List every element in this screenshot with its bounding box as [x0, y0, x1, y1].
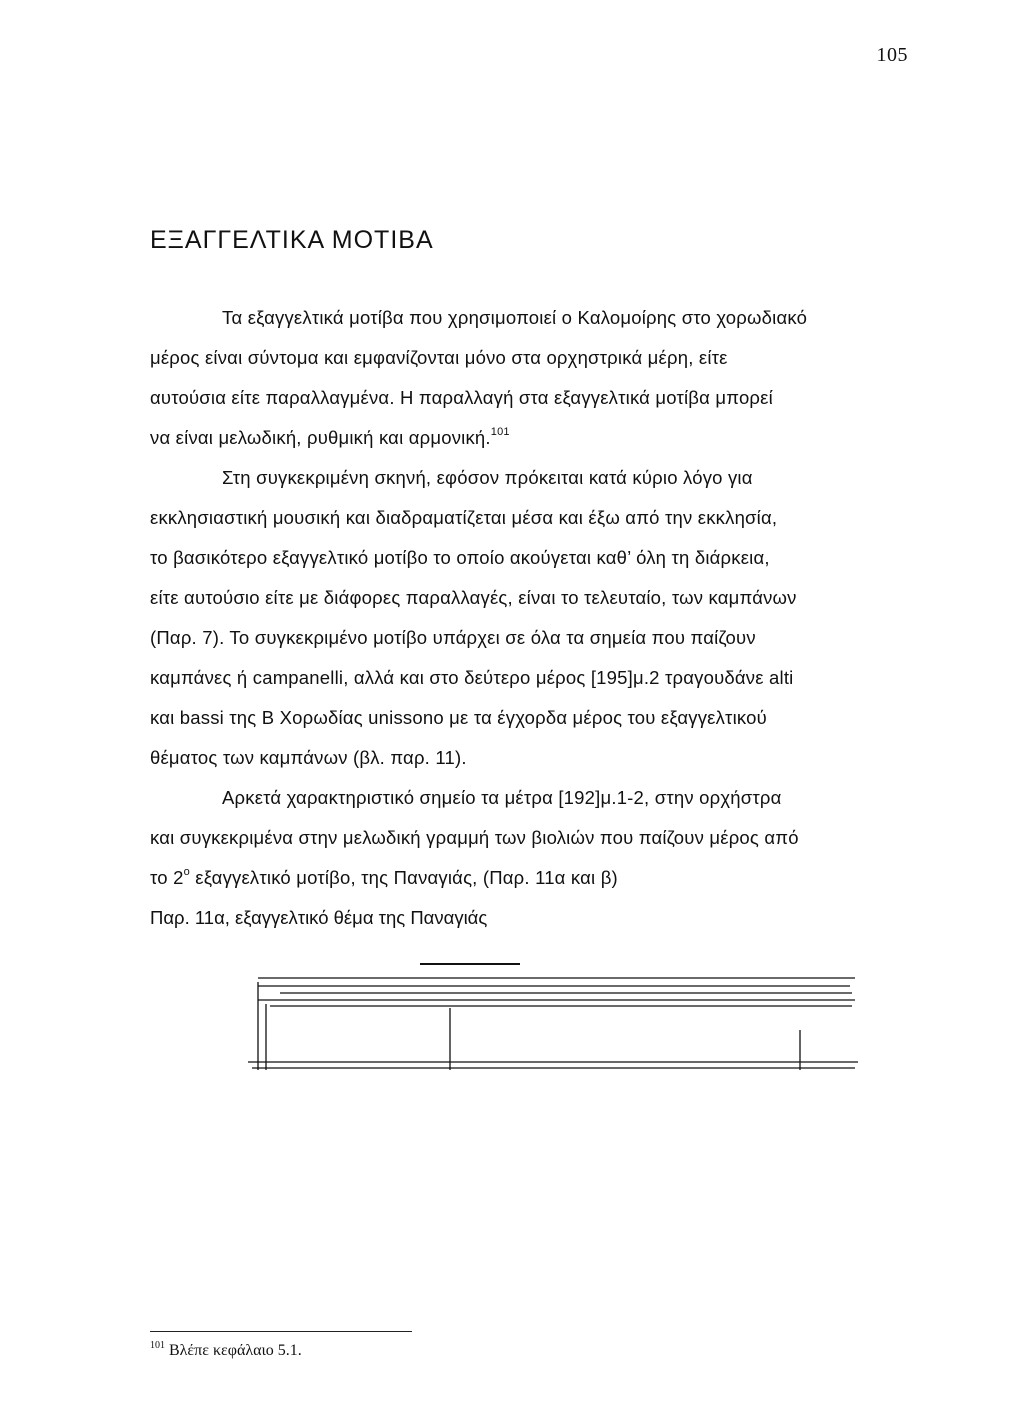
footnote-divider [150, 1331, 412, 1332]
paragraph-2-line: Στη συγκεκριμένη σκηνή, εφόσον πρόκειται κατά κύριο λόγο για [222, 467, 753, 488]
paragraph-3-line: και συγκεκριμένα στην μελωδική γραμμή των βιολιών που παίζουν μέρος από [150, 827, 799, 848]
paragraph-2-line: το βασικότερο εξαγγελτικό μοτίβο το οποίο ακούγεται καθ’ όλη τη διάρκεια, [150, 547, 770, 568]
section-title: ΕΞΑΓΓΕΛΤΙΚΑ ΜΟΤΙΒΑ [150, 226, 434, 254]
paragraph-2-line: και bassi της Β Χορωδίας unissono με τα έγχορδα μέρος του εξαγγελτικού [150, 707, 767, 728]
footnote-number: 101 [150, 1340, 165, 1351]
paragraph-1-line: να είναι μελωδική, ρυθμική και αρμονική. [150, 427, 491, 448]
paragraph-2-line: καμπάνες ή campanelli, αλλά και στο δεύτερο μέρος [195]μ.2 τραγουδάνε alti [150, 667, 794, 688]
footnote-reference: 101 [490, 426, 510, 438]
paragraph-2-line: θέματος των καμπάνων (βλ. παρ. 11). [150, 747, 467, 768]
paragraph-3-line: εξαγγελτικό μοτίβο, της Παναγιάς, (Παρ. 11α και β) [189, 867, 618, 888]
paragraph-2 [150, 458, 900, 778]
paragraph-2-line: εκκλησιαστική μουσική και διαδραματίζεται μέσα και έξω από την εκκλησία, [150, 507, 778, 528]
paragraph-1-line: Τα εξαγγελτικά μοτίβα που χρησιμοποιεί ο Καλομοίρης στο χορωδιακό [222, 307, 808, 328]
music-score-fragment [240, 960, 860, 1070]
paragraph-2-line: (Παρ. 7). Το συγκεκριμένο μοτίβο υπάρχει σε όλα τα σημεία που παίζουν [150, 627, 756, 648]
paragraph-1 [150, 298, 900, 458]
ordinal-superscript: ο [183, 866, 190, 878]
paragraph-1-line: αυτούσια είτε παραλλαγμένα. Η παραλλαγή στα εξαγγελτικά μοτίβα μπορεί [150, 387, 773, 408]
footnote [150, 1342, 302, 1360]
paragraph-2-line: είτε αυτούσιο είτε με διάφορες παραλλαγές, είναι το τελευταίο, των καμπάνων [150, 587, 797, 608]
paragraph-3-line: Αρκετά χαρακτηριστικό σημείο τα μέτρα [192]μ.1-2, στην ορχήστρα [222, 787, 782, 808]
paragraph-1-line: μέρος είναι σύντομα και εμφανίζονται μόνο στα ορχηστρικά μέρη, είτε [150, 347, 728, 368]
example-caption: Παρ. 11α, εξαγγελτικό θέμα της Παναγιάς [150, 907, 488, 928]
paragraph-3 [150, 778, 900, 938]
paragraph-3-line: το 2 [150, 867, 184, 888]
page-number: 105 [876, 44, 908, 66]
footnote-text: Βλέπε κεφάλαιο 5.1. [169, 1342, 302, 1359]
